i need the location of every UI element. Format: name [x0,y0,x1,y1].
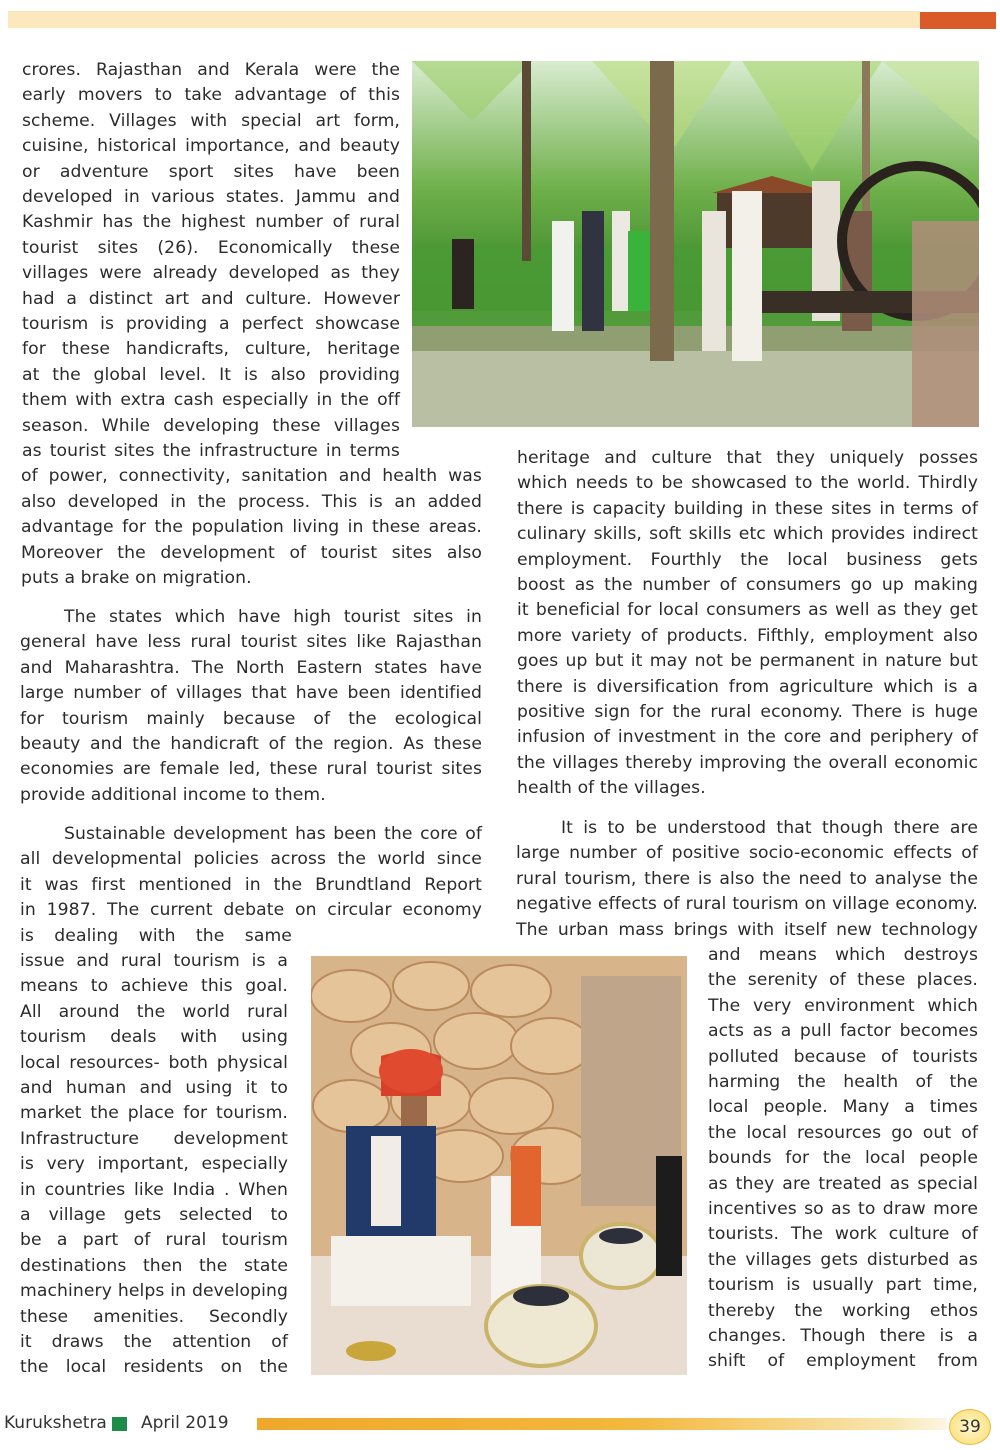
header-accent-block [920,12,996,29]
body-text-line: the local resources go out of [708,1122,978,1143]
body-text-line: negative effects of rural tourism on village economy. [516,894,978,915]
body-text-line: the local residents on the [20,1357,288,1378]
body-text-line: puts a brake on migration. [21,568,252,588]
body-text-line: scheme. Villages with special art form, [22,110,400,131]
body-text-line: machinery helps in developing [20,1281,288,1302]
header-band [8,11,920,28]
body-text-line: is dealing with the same [20,925,292,946]
body-text-line: Infrastructure development [20,1128,288,1149]
page-number: 39 [949,1409,991,1445]
body-text-line: positive sign for the rural economy. There is huge [517,702,978,722]
body-text-line: tourists. The work culture of [708,1224,978,1245]
footer-decorative-bar [257,1418,947,1430]
footer-separator-square [112,1417,127,1431]
body-text-line: and means which destroys [708,945,978,965]
body-text-line: large number of positive socio-economic effects of [516,843,978,864]
footer-magazine-name: Kurukshetra [4,1413,107,1433]
body-text-line: The urban mass brings with itself new technology [516,919,978,940]
body-text-line: is very important, especially [20,1154,288,1175]
body-text-line: culinary skills, soft skills etc which provides indirect [517,524,978,545]
body-text-line: thereby the working ethos [708,1300,978,1321]
body-text-line: and human and using it to [20,1078,288,1098]
body-text-line: The states which have high tourist sites in [64,607,482,627]
body-text-line: heritage and culture that they uniquely posses [517,448,978,468]
body-text-line: villages were already developed as they [22,263,400,284]
body-text-line: bounds for the local people [708,1148,978,1169]
body-text-line: destinations then the state [20,1255,288,1276]
body-text-line: infusion of investment in the core and periphery of [517,727,978,748]
photo-potter-painting-horse [311,956,687,1375]
body-text-line: advantage for the population living in these areas. [21,517,482,538]
body-text-line: a village gets selected to [20,1205,288,1225]
body-text-line: of power, connectivity, sanitation and health was [21,466,482,487]
body-text-line: health of the villages. [517,778,706,799]
body-text-line: the villages thereby improving the overall economic [517,752,978,773]
body-text-line: the serenity of these places. [708,970,978,991]
body-text-line: or adventure sport sites have been [22,161,400,182]
body-text-line: It is to be understood that though there are [561,818,978,838]
body-text-line: there is capacity building in these sites in terms of [517,498,978,519]
body-text-line: the villages gets disturbed as [708,1249,978,1270]
body-text-line: All around the world rural [20,1001,288,1022]
body-text-line: large number of villages that have been identified [20,683,482,704]
body-text-line: developed in various states. Jammu and [22,187,400,207]
body-text-line: Moreover the development of tourist sites also [21,542,482,563]
body-text-line: market the place for tourism. [20,1103,288,1124]
body-text-line: early movers to take advantage of this [22,85,400,106]
body-text-line: boost as the number of consumers go up making [517,575,978,595]
body-text-line: Kashmir has the highest number of rural [22,212,400,233]
body-text-line: there is diversification from agriculture which is a [517,676,978,697]
body-text-line: general have less rural tourist sites like Rajasthan [20,632,482,653]
body-text-line: them with extra cash especially in the off [22,390,400,411]
body-text-line: all developmental policies across the world since [20,849,482,870]
body-text-line: in 1987. The current debate on circular economy [20,900,482,921]
body-text-line: incentives so as to draw more [708,1199,978,1219]
body-text-line: provide additional income to them. [20,784,326,805]
body-text-line: tourism deals with using [20,1027,288,1048]
body-text-line: harming the health of the [708,1072,978,1092]
body-text-line: more variety of products. Fifthly, employment also [517,625,978,646]
body-text-line: also developed in the process. This is an added [21,491,482,512]
body-text-line: it beneficial for local consumers as well as they get [517,600,978,621]
body-text-line: crores. Rajasthan and Kerala were the [22,60,400,80]
body-text-line: at the global level. It is also providing [22,364,400,385]
footer-issue-date: April 2019 [141,1413,229,1433]
body-text-line: season. While developing these villages [22,415,400,436]
body-text-line: these amenities. Secondly [20,1306,288,1327]
body-text-line: it draws the attention of [20,1332,288,1352]
body-text-line: in countries like India . When [20,1179,288,1200]
body-text-line: for these handicrafts, culture, heritage [22,339,400,360]
photo-tourists-coconut-grove [412,61,979,427]
body-text-line: it was first mentioned in the Brundtland Report [20,874,482,895]
body-text-line: issue and rural tourism is a [20,951,288,971]
body-text-line: local resources- both physical [20,1052,288,1073]
body-text-line: means to achieve this goal. [20,976,288,997]
body-text-line: The very environment which [708,995,978,1016]
body-text-line: tourist sites (26). Economically these [22,237,400,258]
body-text-line: tourism is usually part time, [708,1275,978,1296]
body-text-line: for tourism mainly because of the ecological [20,708,482,729]
body-text-line: Sustainable development has been the core of [64,824,482,844]
body-text-line: changes. Though there is a [708,1326,978,1346]
body-text-line: and Maharashtra. The North Eastern states have [20,657,482,678]
body-text-line: as they are treated as special [708,1173,978,1194]
body-text-line: had a distinct art and culture. However [22,288,400,309]
body-text-line: be a part of rural tourism [20,1230,288,1251]
body-text-line: as tourist sites the infrastructure in terms [22,441,400,461]
body-text-line: economies are female led, these rural tourist sites [20,759,482,780]
body-text-line: beauty and the handicraft of the region. As these [20,734,482,754]
body-text-line: tourism is providing a perfect showcase [22,314,400,334]
body-text-line: local people. Many a times [708,1097,978,1118]
body-text-line: which needs to be showcased to the world. Thirdly [517,473,978,494]
body-text-line: employment. Fourthly the local business gets [517,549,978,570]
body-text-line: goes up but it may not be permanent in nature but [517,651,978,672]
body-text-line: acts as a pull factor becomes [708,1021,978,1042]
body-text-line: shift of employment from [708,1351,978,1372]
body-text-line: polluted because of tourists [708,1046,978,1067]
body-text-line: rural tourism, there is also the need to analyse the [516,868,978,889]
body-text-line: cuisine, historical importance, and beauty [22,136,400,157]
